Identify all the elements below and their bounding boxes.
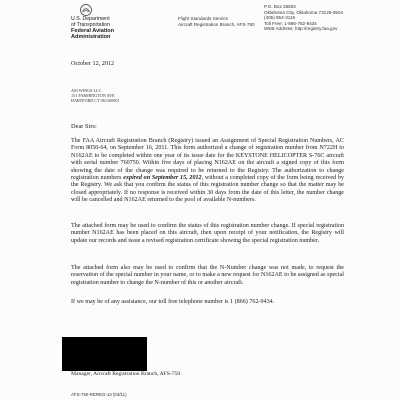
agency-line-2: Administration bbox=[71, 34, 111, 40]
form-number: AFS-750-REREG-13 (03/11) bbox=[71, 392, 127, 397]
signer-title: Manager, Aircraft Registration Branch, AFS-750 bbox=[71, 371, 181, 377]
service-line-1: Flight Standards Service bbox=[178, 16, 229, 21]
recipient-line-2: 151 FARMINGTON AVE bbox=[71, 93, 115, 99]
recipient-address bbox=[71, 88, 120, 104]
recipient-line-3: HARTFORD CT 061560001 bbox=[71, 98, 120, 104]
agency-block bbox=[71, 16, 114, 40]
p1-text-end: , without a completed copy of the form being received by the Registry. We ask that you confirm the status of this registration number change so that the matter may be closed appropriately. If no response is received within 30 days from the date of this letter, the number change will be cancelled and N162AE returned to the pool of available N-numbers. bbox=[71, 175, 344, 204]
agency-line-1: Federal Aviation bbox=[71, 28, 115, 34]
body-paragraph-2: The attached form may be used to confirm the status of this registration number change. If special registration number N162AE has been placed on this aircraft, then upon receipt of your notification, the Registry will update our records and issue a revised registration certificate showing the special registration number. bbox=[71, 223, 344, 244]
service-block bbox=[178, 16, 255, 27]
letter-date: October 12, 2012 bbox=[71, 60, 115, 67]
address-block bbox=[264, 4, 343, 32]
body-paragraph-4: If we may be of any assistance, our toll free telephone number is 1 (866) 762-9434. bbox=[71, 299, 275, 305]
service-line-2: Aircraft Registration Branch, AFS-750 bbox=[178, 21, 255, 27]
address-line-2: Oklahoma City, Oklahoma 73125-0504 bbox=[264, 9, 344, 15]
dot-seal-icon bbox=[80, 4, 92, 16]
salutation: Dear Sirs: bbox=[71, 123, 97, 130]
dept-line-1: U.S. Department bbox=[71, 16, 110, 22]
address-line-5: WEB Address: http://registry.faa.gov bbox=[264, 26, 338, 32]
body-paragraph-3: The attached form also may be used to confirm that the N-Number change was not made, to request the reservation of the special number in your name, or to make a new request for N162AE to be assigned as special registration number to change the N-number of this or another aircraft. bbox=[71, 265, 344, 286]
p1-expiry-emphasis: expired on September 15, 2012 bbox=[123, 175, 202, 182]
dept-line-2: of Transportation bbox=[71, 22, 110, 28]
address-line-4: Toll Free: 1-866-762-9434 bbox=[264, 20, 317, 26]
address-line-3: (405) 954-3116 bbox=[264, 15, 296, 21]
p1-text-start: The FAA Aircraft Registration Branch (Registry) issued an Assignment of Special Registration Numbers, AC Form 8050-64, on September 16, 2011. This form authorized a change of registration number from N722H to N162AE to be completed within one year of its issue date for the KEYSTONE HELICOPTER S-76C aircraft with serial number 760750. Within five days of placing N162AE on the aircraft a signed copy of this form showing the date of the change was required to be returned to the Registry. The authorization to change registration numbers bbox=[71, 138, 344, 182]
signature-redaction bbox=[62, 337, 147, 371]
address-line-1: P.O. Box 25504 bbox=[264, 4, 296, 9]
body-paragraph-1 bbox=[71, 138, 344, 205]
recipient-line-1: ASI WINGS LLC bbox=[71, 88, 102, 93]
